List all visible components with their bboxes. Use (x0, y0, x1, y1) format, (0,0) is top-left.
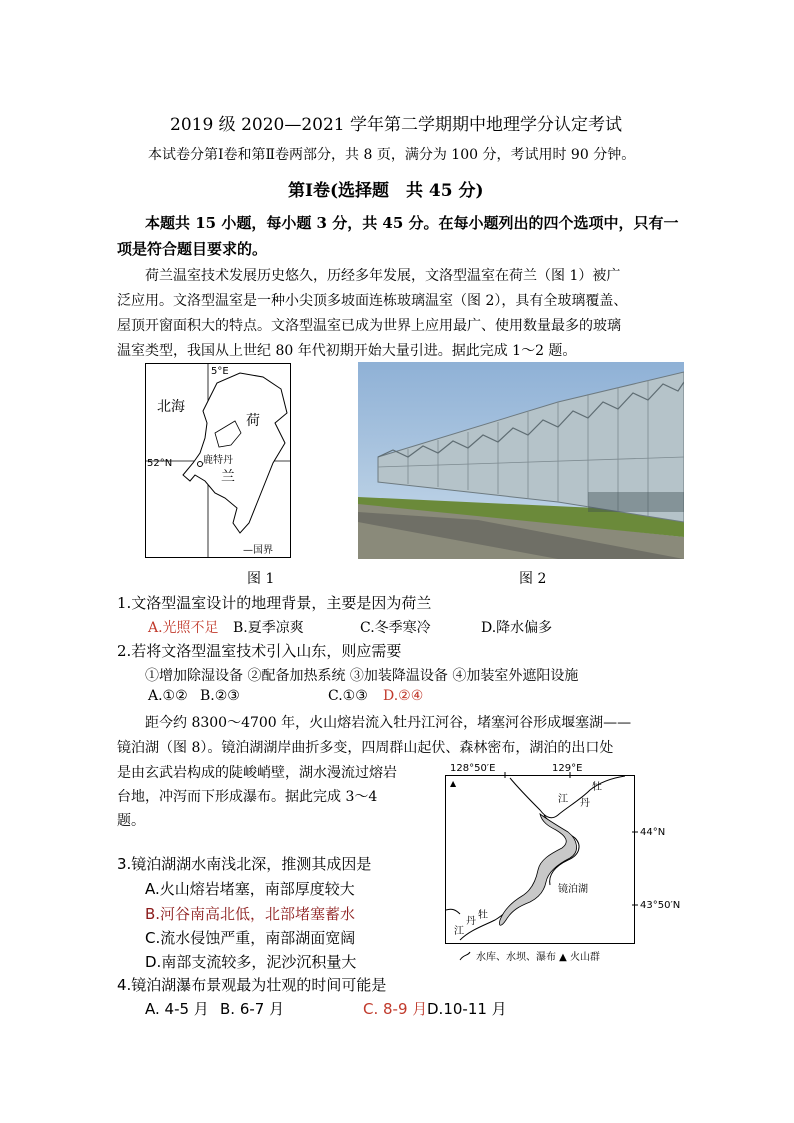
q4-option-c: C. 8-9 月 (363, 1000, 428, 1018)
map8-lat1-label: 44°N (640, 827, 666, 838)
map8-lat2-label: 43°50′N (640, 900, 681, 911)
passage2-line1: 距今约 8300～4700 年，火山熔岩流入牡丹江河谷，堵塞河谷形成堰塞湖—— (145, 715, 632, 731)
q4-option-d: D.10-11 月 (427, 1000, 507, 1018)
netherlands-map (145, 363, 291, 558)
map8-river-top-1: 牡 (592, 782, 602, 793)
exam-title: 2019 级 2020—2021 学年第二学期期中地理学分认定考试 (170, 115, 623, 135)
q4-option-b: B. 6-7 月 (220, 1000, 285, 1018)
map8-river-bot-1: 牡 (478, 910, 488, 921)
passage1-line3: 屋顶开窗面积大的特点。文洛型温室已成为世界上应用最广、使用数量最多的玻璃 (117, 318, 621, 334)
q1-option-a: A.光照不足 (148, 620, 219, 636)
figure2-caption: 图 2 (519, 571, 547, 587)
map1-country-label-1: 荷 (246, 413, 260, 429)
q2-option-c: C.①③ (328, 688, 368, 704)
map8-river-top-2: 丹 (580, 798, 590, 809)
map1-legend: —国界 (243, 545, 273, 556)
q1-stem: 1.文洛型温室设计的地理背景，主要是因为荷兰 (117, 594, 432, 612)
figure1-caption: 图 1 (247, 571, 275, 587)
passage2-line4: 台地，冲泻而下形成瀑布。据此完成 3～4 (117, 789, 378, 805)
section-title: 第Ⅰ卷(选择题 共 45 分) (288, 181, 484, 201)
q3-stem: 3.镜泊湖湖水南浅北深，推测其成因是 (117, 855, 372, 873)
map1-city-label: 鹿特丹 (203, 455, 233, 466)
map8-lon2-label: 129°E (552, 763, 583, 774)
passage2-line5: 题。 (117, 813, 145, 829)
q2-stem: 2.若将文洛型温室技术引入山东，则应需要 (117, 642, 402, 660)
q4-option-a: A. 4-5 月 (145, 1000, 209, 1018)
q1-option-c: C.冬季寒冷 (360, 620, 431, 636)
q2-choices: ①增加除湿设备 ②配备加热系统 ③加装降温设备 ④加装室外遮阳设施 (145, 668, 579, 684)
q2-option-b: B.②③ (200, 688, 240, 704)
passage1-line4: 温室类型，我国从上世纪 80 年代初期开始大量引进。据此完成 1～2 题。 (117, 343, 577, 359)
map1-lat-label: 52°N (147, 458, 173, 469)
q1-option-b: B.夏季凉爽 (233, 620, 304, 636)
volcano-icon: ▲ (450, 779, 457, 788)
map1-lon-label: 5°E (211, 366, 229, 377)
passage1-line1: 荷兰温室技术发展历史悠久，历经多年发展，文洛型温室在荷兰（图 1）被广 (145, 268, 621, 284)
q2-option-d: D.②④ (383, 688, 424, 704)
section-intro-line1: 本题共 15 小题，每小题 3 分，共 45 分。在每小题列出的四个选项中，只有一 (145, 214, 679, 232)
exam-instructions: 本试卷分第Ⅰ卷和第Ⅱ卷两部分，共 8 页，满分为 100 分，考试用时 90 分钟。 (148, 147, 636, 163)
map8-river-bot-3: 江 (454, 926, 464, 937)
passage2-line3: 是由玄武岩构成的陡峻峭壁，湖水漫流过熔岩 (117, 765, 397, 781)
q1-option-d: D.降水偏多 (481, 620, 553, 636)
map8-river-bot-2: 丹 (466, 916, 476, 927)
map8-river-top-3: 江 (558, 794, 568, 805)
map8-lon1-label: 128°50′E (450, 763, 496, 774)
q3-option-b: B.河谷南高北低，北部堵塞蓄水 (145, 905, 356, 923)
map1-country-label-2: 兰 (221, 469, 235, 485)
q3-option-d: D.南部支流较多，泥沙沉积量大 (145, 953, 357, 971)
greenhouse-photo (358, 362, 684, 559)
map8-lake-label: 镜泊湖 (558, 884, 588, 895)
q2-option-a: A.①② (148, 688, 188, 704)
map8-legend: 水库、水坝、瀑布 ▲ 火山群 (476, 952, 601, 963)
passage1-line2: 泛应用。文洛型温室是一种小尖顶多坡面连栋玻璃温室（图 2），具有全玻璃覆盖、 (117, 293, 628, 309)
map1-sea-label: 北海 (157, 399, 185, 415)
q4-stem: 4.镜泊湖瀑布景观最为壮观的时间可能是 (117, 976, 387, 994)
section-intro-line2: 项是符合题目要求的。 (117, 240, 268, 258)
q3-option-a: A.火山熔岩堵塞，南部厚度较大 (145, 880, 355, 898)
jingpo-lake-map (440, 760, 690, 968)
q3-option-c: C.流水侵蚀严重，南部湖面宽阔 (145, 929, 356, 947)
passage2-line2: 镜泊湖（图 8）。镜泊湖湖岸曲折多变，四周群山起伏、森林密布，湖泊的出口处 (117, 740, 614, 756)
reservoir-icon (460, 952, 470, 960)
